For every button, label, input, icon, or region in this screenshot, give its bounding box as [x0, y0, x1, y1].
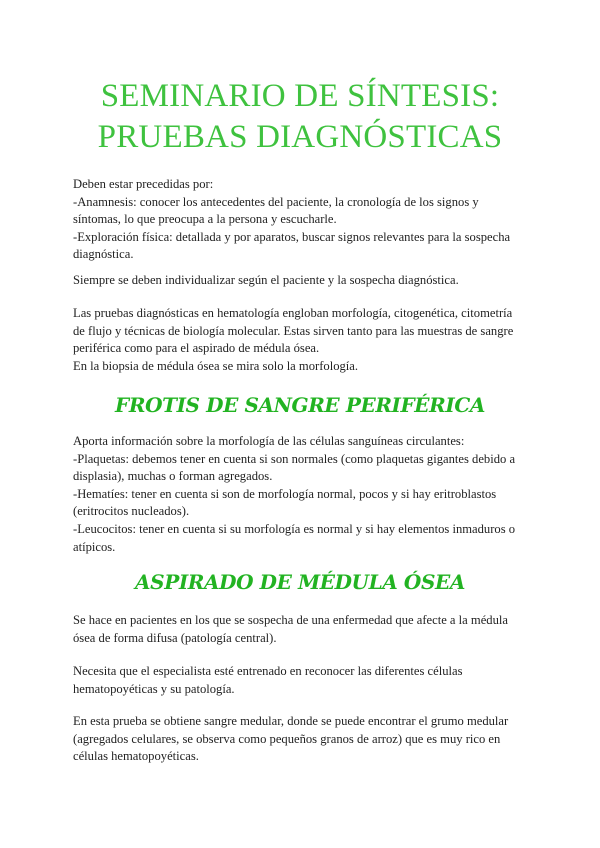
text-line: hematopoyéticas y su patología.	[73, 681, 235, 696]
text-line: -Plaquetas: debemos tener en cuenta si son normales (como plaquetas gigantes debido a	[73, 451, 516, 466]
text-line: Siempre se deben individualizar según el paciente y la sospecha diagnóstica.	[73, 273, 459, 287]
text-line: periférica como para el aspirado de médula ósea.	[73, 341, 320, 356]
hematologia-paragraph	[73, 305, 543, 375]
text-line: Deben estar precedidas por:	[73, 177, 214, 191]
intro-paragraph	[73, 176, 543, 264]
text-line: Las pruebas diagnósticas en hematología engloban morfología, citogenética, citometría	[73, 306, 513, 320]
text-line: En la biopsia de médula ósea se mira solo la morfología.	[73, 358, 359, 373]
individualizar-paragraph	[73, 272, 543, 290]
text-line: -Hematíes: tener en cuenta si son de morfología normal, pocos y si hay eritroblastos	[73, 486, 497, 501]
text-line: síntomas, lo que preocupa a la persona y escucharle.	[73, 212, 337, 227]
title-line-2: PRUEBAS DIAGNÓSTICAS	[97, 119, 503, 155]
text-line: -Anamnesis: conocer los antecedentes del paciente, la cronología de los signos y	[73, 194, 479, 209]
text-line: Aporta información sobre la morfología de las células sanguíneas circulantes:	[73, 434, 465, 448]
text-line: de flujo y técnicas de biología molecular. Estas sirven tanto para las muestras de sangre	[73, 323, 514, 338]
text-line: atípicos.	[73, 539, 116, 554]
text-line: diagnóstica.	[73, 247, 134, 262]
frotis-paragraph	[73, 433, 543, 556]
section-heading-frotis: FROTIS DE SANGRE PERIFÉRICA	[115, 393, 485, 417]
text-line: ósea de forma difusa (patología central).	[73, 630, 277, 645]
text-line: -Leucocitos: tener en cuenta si su morfología es normal y si hay elementos inmaduros o	[73, 521, 516, 536]
aspirado-paragraph-1	[73, 612, 543, 647]
text-line: (agregados celulares, se observa como pequeños granos de arroz) que es muy rico en	[73, 731, 501, 746]
text-line: displasia), muchas o forman agregados.	[73, 469, 273, 484]
aspirado-paragraph-3	[73, 713, 543, 766]
text-line: En esta prueba se obtiene sangre medular, donde se puede encontrar el grumo medular	[73, 714, 509, 728]
text-line: -Exploración física: detallada y por aparatos, buscar signos relevantes para la sospecha	[73, 229, 511, 244]
text-line: células hematopoyéticas.	[73, 749, 199, 764]
page-title	[0, 76, 600, 158]
title-line-1: SEMINARIO DE SÍNTESIS:	[100, 78, 500, 114]
section-heading-aspirado: ASPIRADO DE MÉDULA ÓSEA	[135, 570, 465, 594]
text-line: Necesita que el especialista esté entrenado en reconocer las diferentes células	[73, 664, 463, 678]
text-line: Se hace en pacientes en los que se sospecha de una enfermedad que afecte a la médula	[73, 613, 508, 627]
text-line: (eritrocitos nucleados).	[73, 504, 190, 519]
aspirado-paragraph-2	[73, 663, 543, 698]
